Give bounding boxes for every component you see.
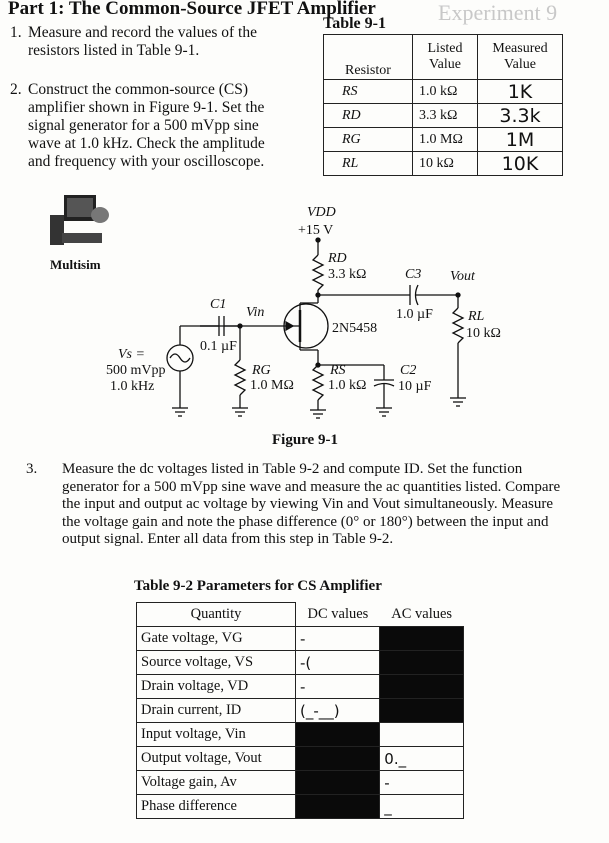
quantity-cell: Drain current, ID [137, 699, 296, 723]
step-3-line: the voltage gain and note the phase difference (0° or 180°) between the input and [62, 513, 549, 530]
vdd-label: VDD [307, 205, 336, 220]
ac-value-blocked [380, 699, 464, 723]
quantity-cell: Drain voltage, VD [137, 675, 296, 699]
rs-label: RS [330, 363, 346, 378]
vdd-value: +15 V [298, 223, 334, 238]
dc-value: (_-__) [296, 699, 380, 723]
table-row [137, 675, 464, 699]
page-title: Part 1: The Common-Source JFET Amplifier [8, 0, 376, 19]
table-row [137, 795, 464, 819]
step-1-line: Measure and record the values of the [28, 24, 257, 41]
ac-value-blocked [380, 675, 464, 699]
dc-value-blocked [296, 747, 380, 771]
measured-value: 10K [478, 152, 563, 176]
quantity-cell: Output voltage, Vout [137, 747, 296, 771]
table-header: Listed Value [413, 35, 478, 80]
table-row [137, 627, 464, 651]
dc-value: - [296, 675, 380, 699]
table-9-1-title: Table 9-1 [323, 15, 386, 32]
c2-value: 10 µF [398, 379, 432, 394]
vin-label: Vin [246, 305, 265, 320]
table-row [324, 104, 563, 128]
c2-label: C2 [400, 363, 417, 378]
resistor-name: RL [324, 152, 413, 176]
rg-label: RG [252, 363, 271, 378]
table-header: Quantity [137, 603, 296, 627]
quantity-cell: Input voltage, Vin [137, 723, 296, 747]
quantity-cell: Phase difference [137, 795, 296, 819]
step-1-number: 1. [10, 24, 22, 41]
step-2-line: Construct the common-source (CS) [28, 81, 248, 98]
table-row [324, 80, 563, 104]
vs-frequency: 1.0 kHz [110, 379, 155, 394]
step-3-line: the input and output ac voltage by viewing Vin and Vout simultaneously. Measure [62, 496, 553, 512]
ac-value: 0._ [380, 747, 464, 771]
step-3-line: output signal. Enter all data from this step in Table 9-2. [62, 531, 394, 547]
vs-amplitude: 500 mVpp [106, 363, 166, 378]
rg-value: 1.0 MΩ [250, 378, 294, 393]
resistor-name: RG [324, 128, 413, 152]
table-header: AC values [391, 605, 453, 622]
measured-value: 1M [478, 128, 563, 152]
ac-value: _ [380, 795, 464, 819]
table-header-row [324, 35, 563, 80]
step-1 [10, 24, 318, 60]
c3-label: C3 [405, 267, 422, 282]
measured-value: 3.3k [478, 104, 563, 128]
step-2-line: and frequency with your oscilloscope. [28, 153, 265, 170]
table-header: DC values [307, 605, 369, 622]
dc-value-blocked [296, 723, 380, 747]
table-row [137, 699, 464, 723]
listed-value: 1.0 kΩ [413, 80, 478, 104]
listed-value: 3.3 kΩ [413, 104, 478, 128]
step-2-number: 2. [10, 81, 22, 98]
vout-label: Vout [450, 269, 475, 284]
table-9-2 [136, 602, 464, 819]
ac-value-blocked [380, 627, 464, 651]
listed-value: 10 kΩ [413, 152, 478, 176]
figure-caption: Figure 9-1 [272, 432, 338, 448]
faded-header: Experiment 9 [438, 0, 558, 25]
table-row [137, 651, 464, 675]
step-3 [26, 461, 602, 549]
listed-value: 1.0 MΩ [413, 128, 478, 152]
step-2-line: wave at 1.0 kHz. Check the amplitude [28, 135, 265, 152]
rl-value: 10 kΩ [466, 326, 501, 341]
step-1-line: resistors listed in Table 9-1. [28, 42, 200, 59]
quantity-cell: Source voltage, VS [137, 651, 296, 675]
resistor-name: RS [324, 80, 413, 104]
dc-value-blocked [296, 771, 380, 795]
table-header: Resistor [324, 35, 413, 80]
table-header: Measured Value [478, 35, 563, 80]
table-row [324, 152, 563, 176]
multisim-label: Multisim [50, 257, 101, 272]
transistor-label: 2N5458 [332, 321, 378, 336]
vs-label: Vs = [118, 347, 145, 362]
step-3-number: 3. [26, 461, 38, 477]
rs-value: 1.0 kΩ [328, 378, 367, 393]
measured-value: 1K [478, 80, 563, 104]
table-row [137, 747, 464, 771]
step-2 [10, 81, 318, 171]
step-3-line: generator for a 500 mVpp sine wave and measure the ac quantities listed. Compare [62, 478, 561, 495]
dc-value-blocked [296, 795, 380, 819]
dc-value: - [296, 627, 380, 651]
quantity-cell: Gate voltage, VG [137, 627, 296, 651]
c3-value: 1.0 µF [396, 307, 433, 322]
schematic-figure-9-1 [0, 200, 609, 440]
rd-value: 3.3 kΩ [328, 267, 367, 282]
table-row [137, 771, 464, 795]
step-2-line: amplifier shown in Figure 9-1. Set the [28, 99, 265, 116]
table-9-1 [323, 34, 563, 176]
rd-label: RD [328, 251, 347, 266]
table-row [137, 723, 464, 747]
table-row [324, 128, 563, 152]
c1-label: C1 [210, 297, 227, 312]
ac-value-blocked [380, 651, 464, 675]
resistor-name: RD [324, 104, 413, 128]
ac-value [380, 723, 464, 747]
step-2-line: signal generator for a 500 mVpp sine [28, 117, 259, 134]
table-9-2-title: Table 9-2 Parameters for CS Amplifier [134, 578, 382, 594]
rl-label: RL [468, 309, 485, 324]
c1-value: 0.1 µF [200, 339, 237, 354]
table-header-row [137, 603, 464, 627]
step-3-line: Measure the dc voltages listed in Table 9-2 and compute ID. Set the function [62, 461, 523, 477]
quantity-cell: Voltage gain, Av [137, 771, 296, 795]
dc-value: -( [296, 651, 380, 675]
ac-value: - [380, 771, 464, 795]
